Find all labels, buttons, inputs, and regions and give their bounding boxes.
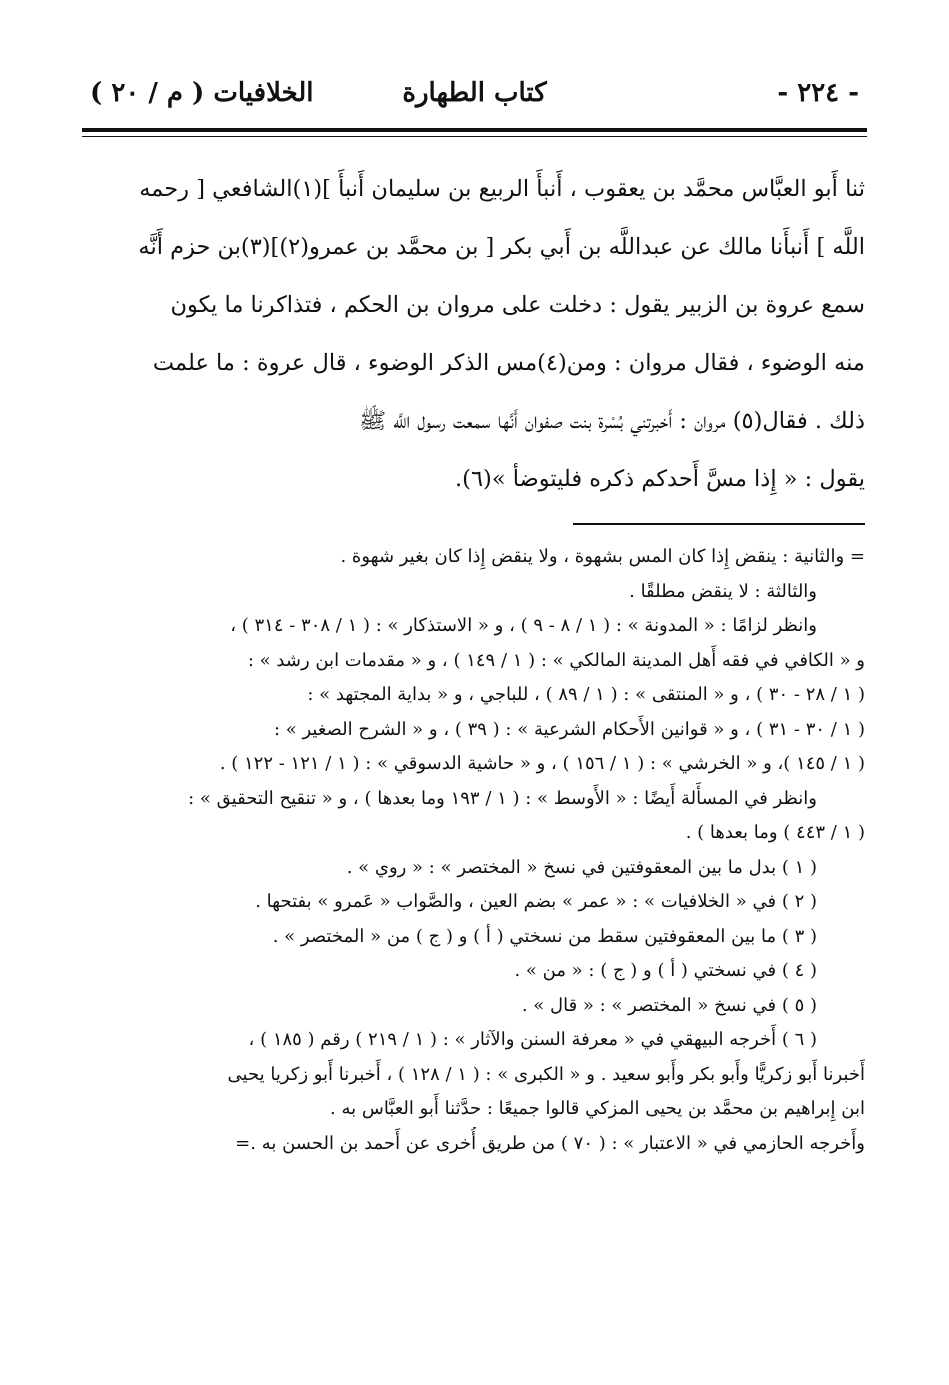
footnote-line: ( ٤ ) في نسختي ( أ ) و ( ج ) : « من » . bbox=[514, 960, 817, 981]
text-line: يقول : « إِذا مسَّ أَحدكم ذكره فليتوضأ »(٦). bbox=[455, 466, 865, 492]
text-line: ثنا أَبو العبَّاس محمَّد بن يعقوب ، أَنبأَ الربيع بن سليمان أَنبأَ ](١)الشافعي [ رحمه bbox=[139, 176, 865, 202]
header-rule-thin bbox=[82, 136, 867, 137]
main-text bbox=[84, 160, 865, 508]
page-header bbox=[82, 78, 867, 122]
footnote-line: وأَخرجه الحازمي في « الاعتبار » : ( ٧٠ ) من طريق أُخرى عن أَحمد بن الحسن به .= bbox=[235, 1132, 865, 1154]
text-line: منه الوضوء ، فقال مروان : ومن(٤)مس الذكر الوضوء ، قال عروة : ما علمت bbox=[152, 350, 865, 376]
footnote-line: ( ١ / ٤٤٣ ) وما بعدها ) . bbox=[685, 822, 865, 843]
footnote-line: ( ١ / ٣٠ - ٣١ ) ، و « قوانين الأَحكام الشرعية » : ( ٣٩ ) ، و « الشرح الصغير » : bbox=[273, 718, 865, 740]
text-line: اللَّه ] أَنبأَنا مالك عن عبداللَّه بن أَبي بكر [ بن محمَّد بن عمرو(٢)](٣)بن حزم أَنَّه bbox=[138, 234, 865, 260]
footnote-line: وانظر في المسأَلة أَيضًا : « الأَوسط » : ( ١ / ١٩٣ وما بعدها ) ، و « تنقيح التحقيق » : bbox=[188, 787, 817, 809]
text-line: ذلك . فقال(٥) مروان : أَخبرتني بُسْرة بنت صفوان أَنَّها سمعت رسول اللَّه ﷺ bbox=[358, 408, 865, 434]
footnote-separator bbox=[573, 523, 865, 525]
footnote-line: ( ٥ ) في نسخ « المختصر » : « قال » . bbox=[521, 994, 817, 1016]
volume-reference: الخلافيات ( م / ٢٠ ) bbox=[90, 78, 314, 108]
footnote-line: ( ١ / ٢٨ - ٣٠ ) ، و « المنتقى » : ( ١ / ٨٩ ) ، للباجي ، و « بداية المجتهد » : bbox=[307, 684, 865, 705]
footnote-line: وانظر لزامًا : « المدونة » : ( ١ / ٨ - ٩ ) ، و « الاستذكار » : ( ١ / ٣٠٨ - ٣١٤ ) ، bbox=[230, 615, 817, 636]
chapter-title: كتاب الطهارة bbox=[402, 78, 547, 108]
footnotes bbox=[84, 540, 865, 1161]
footnote-line: والثالثة : لا ينقض مطلقًا . bbox=[629, 580, 817, 602]
page-number: - ٢٢٤ - bbox=[777, 78, 859, 108]
footnote-line: = والثانية : ينقض إِذا كان المس بشهوة ، ولا ينقض إِذا كان بغير شهوة . bbox=[340, 546, 865, 567]
footnote-line: ( ١ / ١٤٥ )، و « الخرشي » : ( ١ / ١٥٦ ) ، و « حاشية الدسوقي » : ( ١ / ١٢١ - ١٢٢ ) . bbox=[219, 753, 865, 774]
footnote-line: أَخبرنا أَبو زكريًّا وأَبو بكر وأَبو سعيد . و « الكبرى » : ( ١ / ١٢٨ ) ، أَخبرنا أَبو زكريا يحيى bbox=[227, 1063, 865, 1085]
footnote-line: ابن إِبراهيم بن محمَّد بن يحيى المزكي قالوا جميعًا : حدَّثنا أَبو العبَّاس به . bbox=[330, 1098, 865, 1119]
footnote-line: ( ٦ ) أَخرجه البيهقي في « معرفة السنن والآثار » : ( ١ / ٢١٩ ) رقم ( ١٨٥ ) ، bbox=[248, 1029, 817, 1050]
footnote-line: ( ٣ ) ما بين المعقوفتين سقط من نسختي ( أ ) و ( ج ) من « المختصر » . bbox=[272, 925, 817, 947]
footnote-line: ( ١ ) بدل ما بين المعقوفتين في نسخ « المختصر » : « روي » . bbox=[346, 856, 817, 878]
footnote-line: ( ٢ ) في « الخلافيات » : « عمر » بضم العين ، والصَّواب « عَمرو » بفتحها . bbox=[255, 891, 817, 912]
footnote-line: و « الكافي في فقه أَهل المدينة المالكي » : ( ١ / ١٤٩ ) ، و « مقدمات ابن رشد » : bbox=[247, 649, 865, 671]
text-line: سمع عروة بن الزبير يقول : دخلت على مروان بن الحكم ، فتذاكرنا ما يكون bbox=[170, 292, 865, 318]
header-rule-thick bbox=[82, 128, 867, 132]
